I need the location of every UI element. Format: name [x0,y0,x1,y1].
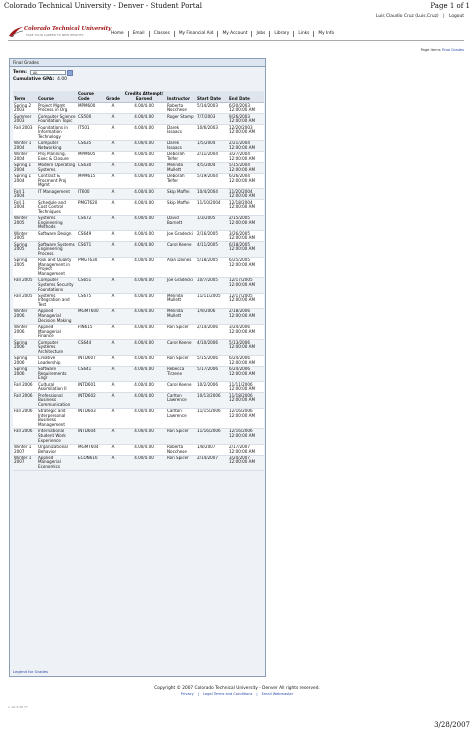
table-cell: 3/24/2007 12:00:00 AM [228,455,264,471]
table-cell: 2/17/2007 12:00:00 AM [228,444,264,455]
gpa-label: Cumulative GPA: [13,77,55,82]
table-cell: 6/24/2006 12:00:00 AM [228,366,264,382]
table-cell: Darek Issaacs [166,125,196,141]
table-cell: INTD602 [77,393,104,409]
table-cell: Fall 2006 [13,408,37,428]
table-cell: 4.00/4.00 [122,382,166,393]
table-cell: 4.00/4.00 [122,189,166,200]
table-cell: 4.00/4.00 [122,324,166,340]
table-cell: A [104,366,122,382]
table-cell: 2/14/2007 [196,455,228,471]
table-cell: Schedule and Cost Control Techniques [37,200,77,216]
table-cell: Winter 2006 [13,324,37,340]
table-cell: Roger Stamp [166,114,196,125]
table-cell: CS675 [77,293,104,309]
nav-home[interactable]: Home [111,31,124,36]
table-cell: Foundations in Information Technology [37,125,77,141]
table-cell: 4.00/4.00 [122,125,166,141]
table-cell: MGMT604 [77,444,104,455]
table-cell: A [104,428,122,444]
table-cell: ECON616 [77,455,104,471]
table-cell: 6/20/2003 12:00:00 AM [228,103,264,114]
table-cell: INTD603 [77,408,104,428]
table-cell: 4.00/4.00 [122,393,166,409]
table-cell: 2/18/2006 12:00:00 AM [228,309,264,325]
table-cell: 4.00/4.00 [122,293,166,309]
table-cell: Applied Managerial Decision Making [37,309,77,325]
table-cell: Spring 2006 [13,366,37,382]
build-version: v. 10.3.36.77 [8,705,28,709]
table-cell: INTD601 [77,382,104,393]
table-cell: Carlton Lawrence [166,408,196,428]
grades-table [13,91,264,471]
table-cell: Computer Networking [37,140,77,151]
table-cell: 4/5/2004 [196,162,228,173]
nav-my-account[interactable]: My Account [217,31,251,37]
table-cell: A [104,125,122,141]
nav-jobs[interactable]: Jobs [251,31,269,37]
table-cell: 1/5/2004 [196,140,228,151]
table-cell: IT501 [77,125,104,141]
table-cell: 5/18/2005 [196,257,228,277]
table-cell: 6/25/2005 12:00:00 AM [228,257,264,277]
table-cell: 4.00/4.00 [122,355,166,366]
column-header: Course [37,91,77,103]
table-cell: A [104,277,122,293]
table-cell: Computer Systems Security Foundations [37,277,77,293]
table-cell: A [104,293,122,309]
footer-link[interactable]: Legal Terms and Conditions [202,692,253,696]
table-cell: A [104,103,122,114]
term-label: Term: [13,70,27,75]
table-cell: Fall 2005 [13,277,37,293]
table-cell: 1/9/2006 [196,309,228,325]
table-cell: 5/14/2003 [196,103,228,114]
logo-tagline: TAKE YOUR CAREER TO NEW HEIGHTS [26,33,84,37]
final-grades-link[interactable]: Final Grades [441,48,464,52]
table-cell: 4.00/4.00 [122,340,166,356]
table-cell: A [104,340,122,356]
table-cell: 11/10/2004 [196,200,228,216]
table-cell: A [104,189,122,200]
table-cell: 4/11/2005 [196,242,228,258]
table-row [13,200,264,216]
table-cell: CS651 [77,277,104,293]
column-header: Term [13,91,37,103]
table-row [13,293,264,309]
main-nav [107,31,338,37]
table-row [13,455,264,471]
table-cell: Ron Spicer [166,428,196,444]
table-row [13,173,264,189]
table-cell: A [104,382,122,393]
table-cell: IT Management [37,189,77,200]
table-cell: Proj Planning, Exec & Closure [37,151,77,162]
table-cell: Computer Systems Architecture [37,340,77,356]
table-cell: A [104,444,122,455]
table-cell: 4.00/4.00 [122,114,166,125]
table-cell: 11/11/2005 [196,293,228,309]
table-cell: INTD604 [77,428,104,444]
table-cell: 12/16/2006 12:00:00 AM [228,428,264,444]
column-header: Instructor [166,91,196,103]
table-cell: CS630 [77,162,104,173]
user-name: Luis Claudio Cruz (Luis.Cruz) [375,14,439,19]
table-cell: Applied Managerial Economics [37,455,77,471]
print-header [4,2,470,12]
table-cell: 11/11/2006 12:00:00 AM [228,382,264,393]
table-cell: Spring 1 2004 [13,162,37,173]
table-row [13,309,264,325]
nav-links[interactable]: Links [293,31,313,37]
nav-my-financial-aid[interactable]: My Financial Aid [174,31,218,37]
table-cell: A [104,309,122,325]
table-cell: Spring 2005 [13,242,37,258]
table-cell: A [104,231,122,242]
table-cell: Risk and Quality Management in Project Management [37,257,77,277]
table-cell: 9/26/2003 12:00:00 AM [228,114,264,125]
table-row [13,162,264,173]
table-cell: Fall 2005 [13,293,37,309]
table-cell: Alan Daines [166,257,196,277]
table-cell: 11/15/2006 [196,408,228,428]
table-cell: A [104,114,122,125]
table-cell: Melinda Mullett [166,162,196,173]
table-cell: 1/3/2005 [196,215,228,231]
user-bar [373,14,464,19]
table-cell: Creative Leadership [37,355,77,366]
table-cell: 3/24/2006 12:00:00 AM [228,324,264,340]
column-header: End Date [228,91,264,103]
table-cell: CS672 [77,215,104,231]
table-cell: Systems Engineering Methods [37,215,77,231]
column-header: Credits Attempt/ Earned [122,91,166,103]
logo-name: Colorado Technical University [24,26,112,32]
table-cell: 10/6/2003 [196,125,228,141]
table-cell: INTD607 [77,355,104,366]
table-cell: Fall 1 2004 [13,189,37,200]
table-cell: CS649 [77,231,104,242]
table-cell: Winter 2005 [13,215,37,231]
table-row [13,114,264,125]
table-cell: 4.00/4.00 [122,408,166,428]
table-cell: Carol Keene [166,242,196,258]
footer-link[interactable]: Privacy [180,692,194,696]
table-cell: Carlton Lawrence [166,393,196,409]
footer-separator: | [197,692,199,696]
table-cell: Spring 1 2004 [13,173,37,189]
table-cell: Fall 2003 [13,125,37,141]
table-cell: 4/10/2006 [196,340,228,356]
print-title: Colorado Technical University - Denver - Student Portal [4,2,202,10]
column-header: Course Code [77,91,104,103]
table-cell: MPM615 [77,173,104,189]
table-cell: A [104,393,122,409]
table-cell: David Barnett [166,215,196,231]
table-cell: Ron Spicer [166,455,196,471]
table-cell: Software Systems Engineering Process [37,242,77,258]
table-cell: Spring 2006 [13,355,37,366]
table-cell: 12/17/2005 12:00:00 AM [228,277,264,293]
table-cell: A [104,140,122,151]
table-cell: Systems Integration and Test [37,293,77,309]
table-cell: 6/24/2006 12:00:00 AM [228,355,264,366]
table-body [13,103,264,471]
table-cell: 4.00/4.00 [122,151,166,162]
table-header-row [13,91,264,103]
table-cell: 5/19/2004 [196,173,228,189]
nav-my-info[interactable]: My Info [313,31,338,37]
legend-link[interactable]: Legend for Grades [13,669,49,674]
table-cell: CS641 [77,366,104,382]
table-cell: 4.00/4.00 [122,277,166,293]
table-cell: 4.00/4.00 [122,103,166,114]
table-cell: A [104,324,122,340]
table-cell: A [104,408,122,428]
table-cell: Deborah Telfer [166,151,196,162]
grade-filters [10,67,265,81]
table-cell: 4.00/4.00 [122,140,166,151]
table-cell: A [104,173,122,189]
nav-classes[interactable]: Classes [149,31,174,37]
table-cell: 4.00/4.00 [122,455,166,471]
gpa-value: 4.00 [57,77,67,82]
table-cell: 3/27/2004 12:00:00 AM [228,151,264,162]
table-cell: Spring 2005 [13,257,37,277]
panel-title: Final Grades [10,59,265,67]
table-cell: 4.00/4.00 [122,444,166,455]
table-cell: CS644 [77,340,104,356]
table-cell: Winter 2005 [13,231,37,242]
table-cell: Cultural Assimilation II [37,382,77,393]
table-cell: Applied Managerial Finance [37,324,77,340]
table-cell: A [104,162,122,173]
copyright: Copyright © 2007 Colorado Technical University - Denver All rights reserved. [154,686,320,691]
table-cell: Melinda Mullett [166,309,196,325]
table-cell: A [104,200,122,216]
column-header: Start Date [196,91,228,103]
table-cell: Strategic and Interpersonal Business Management [37,408,77,428]
table-cell: Winter 2004 [13,151,37,162]
table-cell: Ron Spicer [166,355,196,366]
table-cell: Carol Keene [166,382,196,393]
table-cell: 4.00/4.00 [122,215,166,231]
footer-links [0,692,474,696]
footer-link[interactable]: Email Webmaster [261,692,294,696]
table-cell: Rebecca Tirzene [166,366,196,382]
table-cell: 1/8/2007 [196,444,228,455]
table-row [13,151,264,162]
table-cell: 4.00/4.00 [122,309,166,325]
table-cell: 7/7/2003 [196,114,228,125]
table-cell: Software Requirements Engr [37,366,77,382]
table-cell: Winter 1 2004 [13,140,37,151]
table-row [13,257,264,277]
table-cell: 10/2/2006 [196,382,228,393]
table-row [13,140,264,151]
final-grades-panel [9,58,266,677]
table-cell: CS500 [77,114,104,125]
table-cell: 6/18/2005 12:00:00 AM [228,242,264,258]
table-cell: MPM605 [77,151,104,162]
table-cell: Roberta Nocchese [166,103,196,114]
table-cell: Skip Maffei [166,200,196,216]
table-cell: 4.00/4.00 [122,200,166,216]
table-row [13,125,264,141]
table-row [13,382,264,393]
term-select[interactable]: All [30,70,66,75]
table-cell: 12/20/2003 12:00:00 AM [228,125,264,141]
logout-link[interactable]: Logout [448,14,464,19]
table-cell: IT600 [77,189,104,200]
table-cell: Carol Keene [166,340,196,356]
table-row [13,340,264,356]
table-cell: 10/13/2006 [196,393,228,409]
footer [0,686,474,696]
table-cell: A [104,151,122,162]
table-cell: Spring 2 2003 [13,103,37,114]
nav-library[interactable]: Library [269,31,293,37]
table-row [13,242,264,258]
table-cell: 12/18/2004 12:00:00 AM [228,200,264,216]
footer-separator: | [256,692,258,696]
table-cell: 4.00/4.00 [122,173,166,189]
table-cell: Software Design [37,231,77,242]
panel-body [10,67,265,676]
table-cell: Contract & Procment Proj Mgmt [37,173,77,189]
page-items [421,48,464,52]
table-cell: 11/20/2004 12:00:00 AM [228,189,264,200]
user-separator: | [443,14,445,19]
table-cell: 2/15/2005 12:00:00 AM [228,215,264,231]
table-cell: 11/16/2006 [196,428,228,444]
table-cell: Project Mgmt Process in Org [37,103,77,114]
table-row [13,324,264,340]
table-cell: 6/26/2004 12:00:00 AM [228,173,264,189]
table-cell: 3/26/2005 12:00:00 AM [228,231,264,242]
table-cell: 4.00/4.00 [122,231,166,242]
table-cell: Professional Business Communication [37,393,77,409]
table-cell: 2/11/2004 [196,151,228,162]
table-cell: Roberta Nocchese [166,444,196,455]
table-row [13,103,264,114]
table-cell: CS671 [77,242,104,258]
table-cell: 10/4/2004 [196,189,228,200]
table-cell: 4.00/4.00 [122,366,166,382]
table-cell: International Student Work Experience [37,428,77,444]
table-row [13,215,264,231]
table-row [13,189,264,200]
table-cell: 4.00/4.00 [122,242,166,258]
table-cell: MGMT600 [77,309,104,325]
table-cell: Fall 2006 [13,382,37,393]
table-cell: 10/7/2005 [196,277,228,293]
table-cell: Melinda Mullett [166,293,196,309]
table-cell: A [104,455,122,471]
table-cell: Winter 2006 [13,309,37,325]
nav-divider [8,40,464,41]
table-cell: 12/17/2005 12:00:00 AM [228,293,264,309]
table-cell: Modern Operating Systems [38,162,76,172]
table-cell: FIN615 [77,324,104,340]
table-cell: 2/16/2005 [196,231,228,242]
table-cell: Fall 1 2004 [13,200,37,216]
table-row [13,355,264,366]
table-cell: Spring 2006 [13,340,37,356]
table-cell: 5/17/2006 [196,366,228,382]
table-cell: 5/13/2006 12:00:00 AM [228,340,264,356]
table-cell: Fall 2006 [13,393,37,409]
table-cell: 2/21/2004 12:00:00 AM [228,140,264,151]
table-cell: A [104,242,122,258]
table-cell: 4.00/4.00 [122,257,166,277]
table-cell: Organizational Behavior [37,444,77,455]
table-cell: 4.00/4.00 [122,162,166,173]
table-cell: CS635 [77,140,104,151]
nav-email[interactable]: Email [128,31,149,37]
logo-swoosh-icon [8,26,24,38]
table-cell: PMGT620 [77,200,104,216]
table-row [13,231,264,242]
print-date: 3/28/2007 [434,721,470,729]
table-cell: 5/15/2006 [196,355,228,366]
table-cell: 5/15/2004 12:00:00 AM [228,162,264,173]
table-cell: MPM600 [77,103,104,114]
table-cell: 12/16/2006 12:00:00 AM [228,408,264,428]
table-row [13,277,264,293]
table-cell: 11/18/2006 12:00:00 AM [228,393,264,409]
table-cell: 2/14/2006 [196,324,228,340]
table-row [13,444,264,455]
table-cell: A [104,215,122,231]
table-row [13,408,264,428]
table-cell: 4.00/4.00 [122,428,166,444]
table-cell: Winter 1 2007 [13,444,37,455]
table-cell: Winter 1 2007 [13,455,37,471]
page-items-label: Page Items [420,48,441,52]
table-row [13,366,264,382]
table-cell: Ron Spicer [166,324,196,340]
table-cell: Fall 2006 [13,428,37,444]
term-go-button[interactable] [67,70,73,76]
column-header: Grade [104,91,122,103]
table-cell: A [104,355,122,366]
table-cell: PMGT630 [77,257,104,277]
table-cell: Joe Gradecki [166,277,196,293]
table-cell: A [104,257,122,277]
table-cell: Deborah Telfer [166,173,196,189]
table-cell: Darek Issaacs [166,140,196,151]
table-row [13,393,264,409]
table-cell: Summer 2003 [13,114,37,125]
print-page-number: Page 1 of 1 [430,2,470,10]
table-cell: Skip Maffei [166,189,196,200]
table-cell: Joe Gradecki [166,231,196,242]
table-cell: Computer Science Foundation Topic [38,113,76,124]
table-row [13,428,264,444]
